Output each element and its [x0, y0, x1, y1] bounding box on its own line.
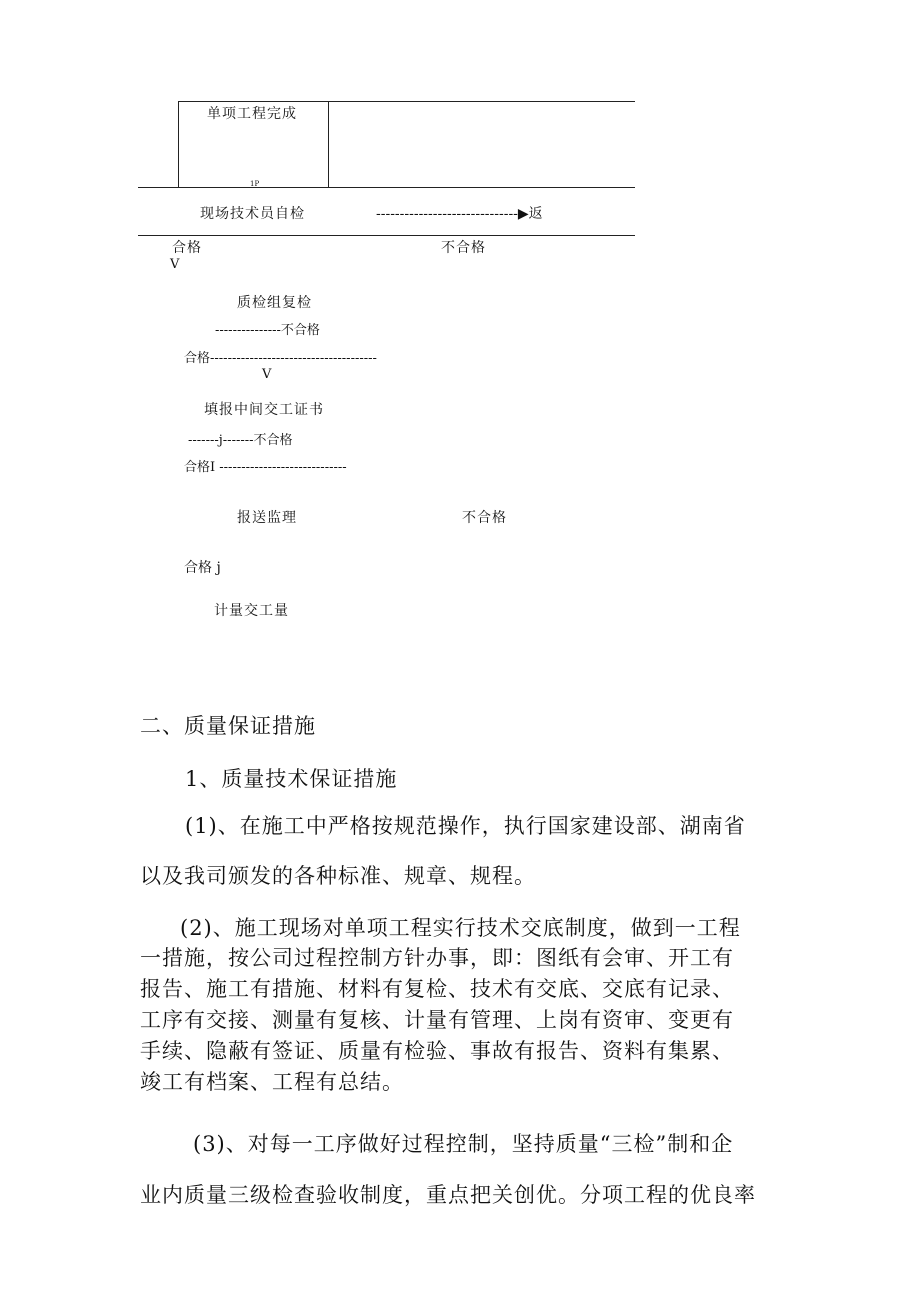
paragraph-1-line: 以及我司颁发的各种标准、规章、规程。: [140, 864, 536, 888]
paragraph-2-line: 竣工有档案、工程有总结。: [140, 1070, 404, 1094]
box-bottom-border: [138, 187, 635, 188]
fail-line-3: -------j-------不合格: [188, 433, 293, 448]
self-check-label: 现场技术员自检: [200, 206, 305, 222]
box-tiny-mark: 1P: [250, 180, 260, 188]
down-arrow-1: V: [170, 257, 180, 272]
recheck-label: 质检组复检: [237, 295, 312, 311]
paragraph-2-line: 工序有交接、测量有复核、计量有管理、上岗有资审、变更有: [140, 1008, 734, 1032]
paragraph-3-line: 业内质量三级检查验收制度，重点把关创优。分项工程的优良率: [140, 1183, 756, 1207]
paragraph-3-line: (3)、对每一工序做好过程控制，坚持质量“三检”制和企: [193, 1132, 734, 1156]
paragraph-2-line: (2)、施工现场对单项工程实行技术交底制度，做到一工程: [180, 916, 741, 940]
paragraph-1-line: (1)、在施工中严格按规范操作，执行国家建设部、湖南省: [185, 814, 746, 838]
down-arrow-2: V: [262, 367, 272, 382]
box-divider: [328, 101, 329, 188]
paragraph-2-line: 手续、隐蔽有签证、质量有检验、事故有报告、资料有集累、: [140, 1039, 734, 1063]
pass-line-2: 合格--------------------------------------: [184, 351, 377, 366]
paragraph-2-line: 报告、施工有措施、材料有复检、技术有交底、交底有记录、: [140, 977, 734, 1001]
certificate-label: 填报中间交工证书: [204, 402, 324, 418]
fail-label-1: 不合格: [441, 240, 486, 256]
pass-label-1: 合格: [172, 240, 202, 256]
pass-line-3: 合格Ⅰ -----------------------------: [184, 460, 347, 475]
return-arrow: ------------------------------▶返: [376, 206, 543, 222]
box-left-border: [178, 101, 179, 188]
measure-label: 计量交工量: [214, 603, 289, 619]
pass-label-4: 合格 j: [184, 560, 221, 576]
box-top-border: [178, 101, 635, 102]
fail-label-4: 不合格: [462, 510, 507, 526]
report-label: 报送监理: [237, 510, 297, 526]
section-subheading: 1、质量技术保证措施: [185, 767, 398, 791]
fail-line-2: ---------------不合格: [215, 323, 320, 338]
section-heading: 二、质量保证措施: [140, 714, 316, 738]
start-box-label: 单项工程完成: [207, 106, 297, 122]
row-separator: [138, 235, 635, 236]
paragraph-2-line: 一措施，按公司过程控制方针办事，即：图纸有会审、开工有: [140, 946, 734, 970]
